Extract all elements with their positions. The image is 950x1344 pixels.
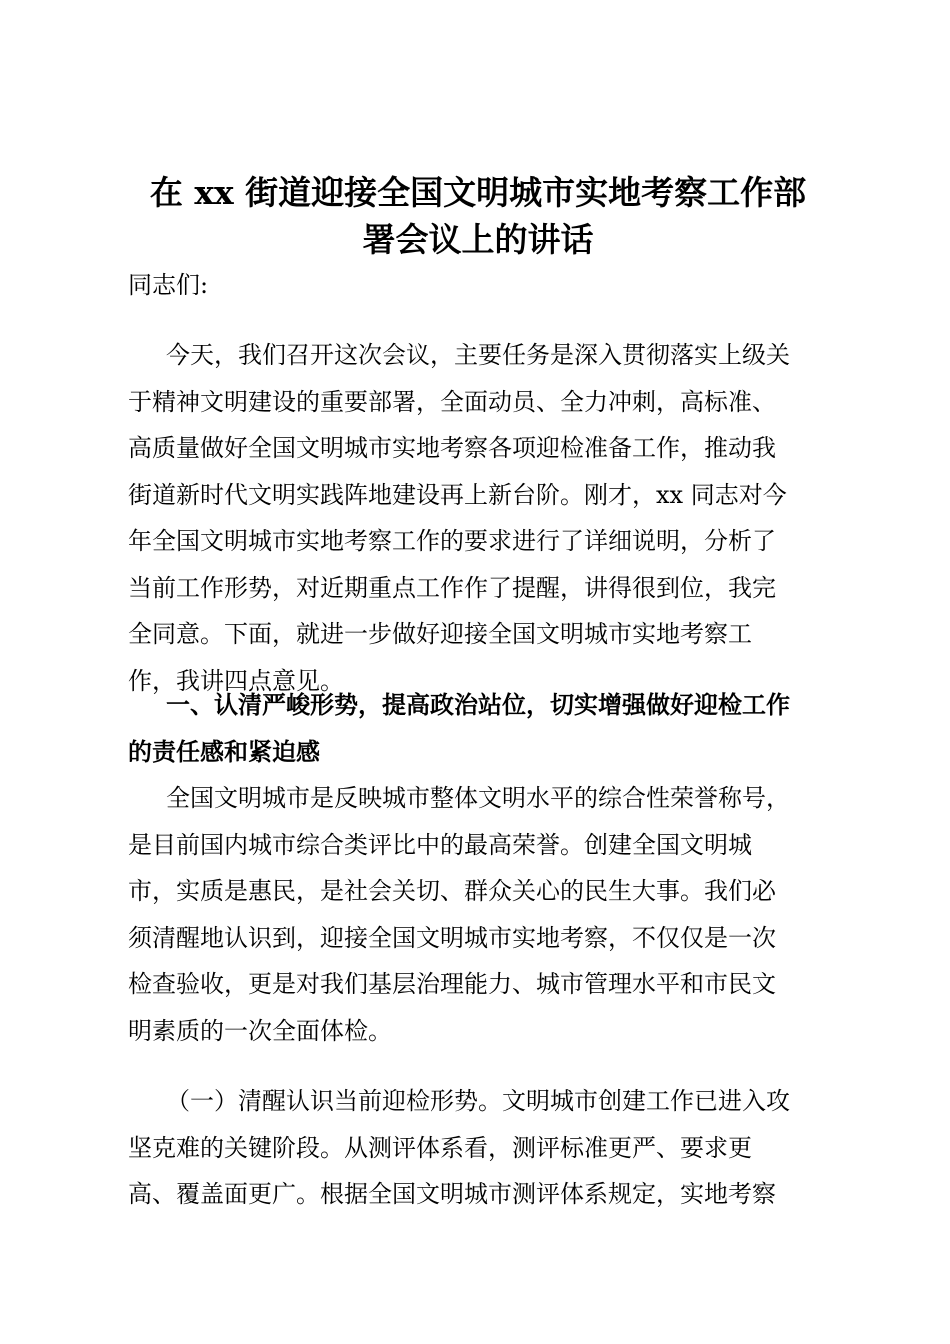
paragraph-line: 今天，我们召开这次会议，主要任务是深入贯彻落实上级关 bbox=[166, 341, 790, 369]
section-heading-1 bbox=[128, 682, 828, 775]
paragraph-line: （一）清醒认识当前迎检形势。文明城市创建工作已进入攻 bbox=[166, 1087, 790, 1115]
section-heading-line: 一、认清严峻形势，提高政治站位，切实增强做好迎检工作 bbox=[166, 690, 790, 719]
paragraph-line: 坚克难的关键阶段。从测评体系看，测评标准更严、要求更 bbox=[128, 1133, 752, 1162]
paragraph-line: 高质量做好全国文明城市实地考察各项迎检准备工作，推动我 bbox=[128, 434, 776, 462]
paragraph-line: 是目前国内城市综合类评比中的最高荣誉。创建全国文明城 bbox=[128, 830, 752, 859]
paragraph-line: 明素质的一次全面体检。 bbox=[128, 1016, 392, 1045]
paragraph-line: 市，实质是惠民，是社会关切、群众关心的民生大事。我们必 bbox=[128, 877, 776, 905]
paragraph-line: 作，我讲四点意见。 bbox=[128, 666, 344, 695]
title-line-1: 在 xx 街道迎接全国文明城市实地考察工作部 bbox=[149, 173, 807, 212]
paragraph-line: 街道新时代文明实践阵地建设再上新台阶。刚才，xx 同志对今 bbox=[128, 480, 787, 509]
paragraph-line: 须清醒地认识到，迎接全国文明城市实地考察，不仅仅是一次 bbox=[128, 923, 776, 952]
greeting-text: 同志们: bbox=[128, 271, 209, 299]
paragraph-line: 当前工作形势，对近期重点工作作了提醒，讲得很到位，我完 bbox=[128, 573, 776, 602]
document-title bbox=[118, 168, 838, 261]
section-heading-line: 的责任感和紧迫感 bbox=[128, 736, 320, 766]
title-line-2: 署会议上的讲话 bbox=[362, 219, 594, 259]
paragraph-section1 bbox=[128, 775, 828, 1054]
paragraph-line: 于精神文明建设的重要部署，全面动员、全力冲刺，高标准、 bbox=[128, 387, 776, 416]
greeting bbox=[128, 262, 828, 309]
paragraph-intro bbox=[128, 332, 828, 704]
paragraph-subsection1 bbox=[128, 1078, 828, 1218]
paragraph-line: 高、覆盖面更广。根据全国文明城市测评体系规定，实地考察 bbox=[128, 1180, 776, 1208]
paragraph-line: 检查验收，更是对我们基层治理能力、城市管理水平和市民文 bbox=[128, 970, 776, 998]
paragraph-line: 年全国文明城市实地考察工作的要求进行了详细说明，分析了 bbox=[128, 527, 776, 555]
paragraph-line: 全国文明城市是反映城市整体文明水平的综合性荣誉称号， bbox=[166, 784, 790, 812]
paragraph-line: 全同意。下面，就进一步做好迎接全国文明城市实地考察工 bbox=[128, 620, 752, 648]
